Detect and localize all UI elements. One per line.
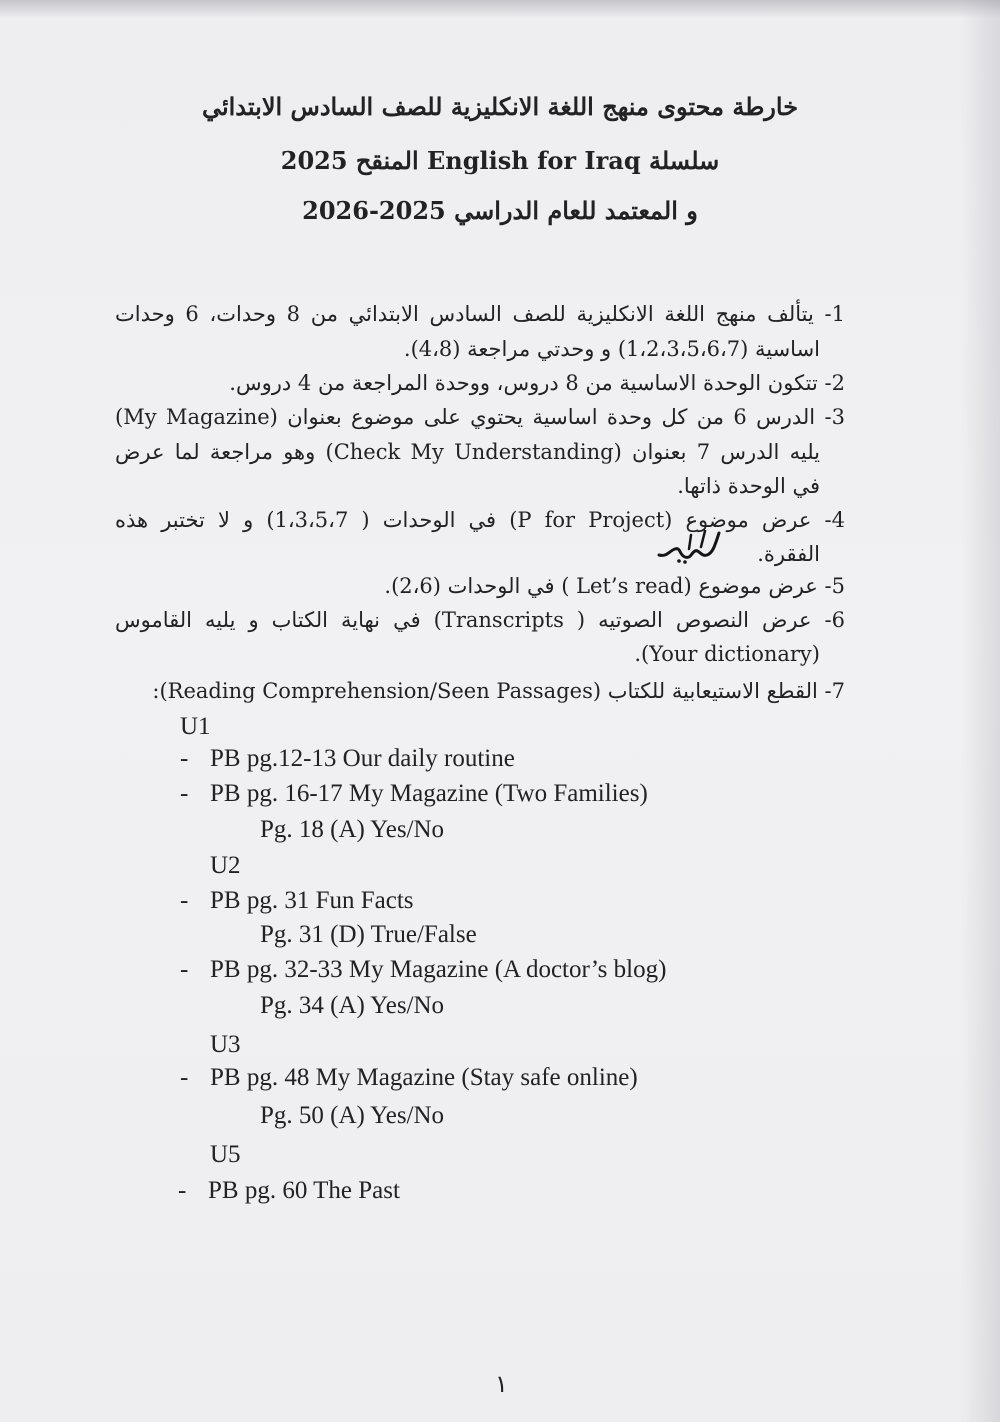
item-4-line-1: 4- عرض موضوع (P for Project) في الوحدات ( 1،3،5،7) و لا تختبر هذه (115, 508, 845, 532)
item-7: 7- القطع الاستيعابية للكتاب (Reading Comprehension/Seen Passages): (152, 679, 845, 703)
bullet-dash: - (180, 956, 189, 983)
right-shadow (960, 0, 1000, 1422)
bullet-dash: - (180, 745, 189, 772)
item-1-line-2: اساسية (1،2،3،5،6،7) و وحدتي مراجعة (4،8). (403, 337, 820, 361)
title-line-1: خارطة محتوى منهج اللغة الانكليزية للصف السادس الابتدائي (201, 92, 799, 121)
item-3-line-1: 3- الدرس 6 من كل وحدة اساسية يحتوي على موضوع بعنوان (My Magazine) (115, 405, 845, 429)
title-line-3: و المعتمد للعام الدراسي 2025-2026 (302, 196, 698, 225)
unit-3-label: U3 (210, 1031, 241, 1058)
bullet-dash: - (180, 1064, 189, 1091)
unit-1-label: U1 (180, 713, 211, 740)
item-2: 2- تتكون الوحدة الاساسية من 8 دروس، ووحدة المراجعة من 4 دروس. (229, 371, 845, 395)
passage-u2-1: PB pg. 31 Fun Facts (210, 887, 414, 914)
passage-u1-2-exercise: Pg. 18 (A) Yes/No (260, 816, 445, 843)
item-4-line-2: الفقرة. (757, 542, 820, 566)
bullet-dash: - (180, 887, 189, 914)
title-line-2: سلسلة English for Iraq المنقح 2025 (280, 146, 720, 175)
passage-u3-1-exercise: Pg. 50 (A) Yes/No (260, 1102, 445, 1129)
passage-u3-1: PB pg. 48 My Magazine (Stay safe online) (210, 1064, 638, 1091)
item-3-line-2: يليه الدرس 7 بعنوان (Check My Understanding) وهو مراجعة لما عرض (115, 440, 821, 464)
passage-u1-1: PB pg.12-13 Our daily routine (210, 745, 515, 772)
bullet-dash: - (178, 1177, 187, 1204)
item-5: 5- عرض موضوع (Let’s read ) في الوحدات (2،6). (384, 574, 845, 598)
item-1-line-1: 1- يتألف منهج اللغة الانكليزية للصف السادس الابتدائي من 8 وحدات، 6 وحدات (115, 302, 845, 326)
passage-u1-2: PB pg. 16-17 My Magazine (Two Families) (210, 780, 648, 807)
passage-u2-2: PB pg. 32-33 My Magazine (A doctor’s blog) (210, 956, 667, 983)
top-shadow (0, 0, 1000, 18)
item-6-line-2: (Your dictionary). (634, 642, 820, 666)
passage-u2-2-exercise: Pg. 34 (A) Yes/No (260, 992, 445, 1019)
passage-u5-1: PB pg. 60 The Past (208, 1177, 400, 1204)
item-3-line-3: في الوحدة ذاتها. (677, 474, 820, 498)
unit-5-label: U5 (210, 1141, 241, 1168)
passage-u2-1-exercise: Pg. 31 (D) True/False (260, 921, 477, 948)
handwritten-note-icon (655, 525, 725, 565)
unit-2-label: U2 (210, 852, 241, 879)
bullet-dash: - (180, 780, 189, 807)
item-6-line-1: 6- عرض النصوص الصوتيه ( Transcripts) في نهاية الكتاب و يليه القاموس (115, 608, 845, 632)
page-number: ١ (495, 1370, 508, 1398)
